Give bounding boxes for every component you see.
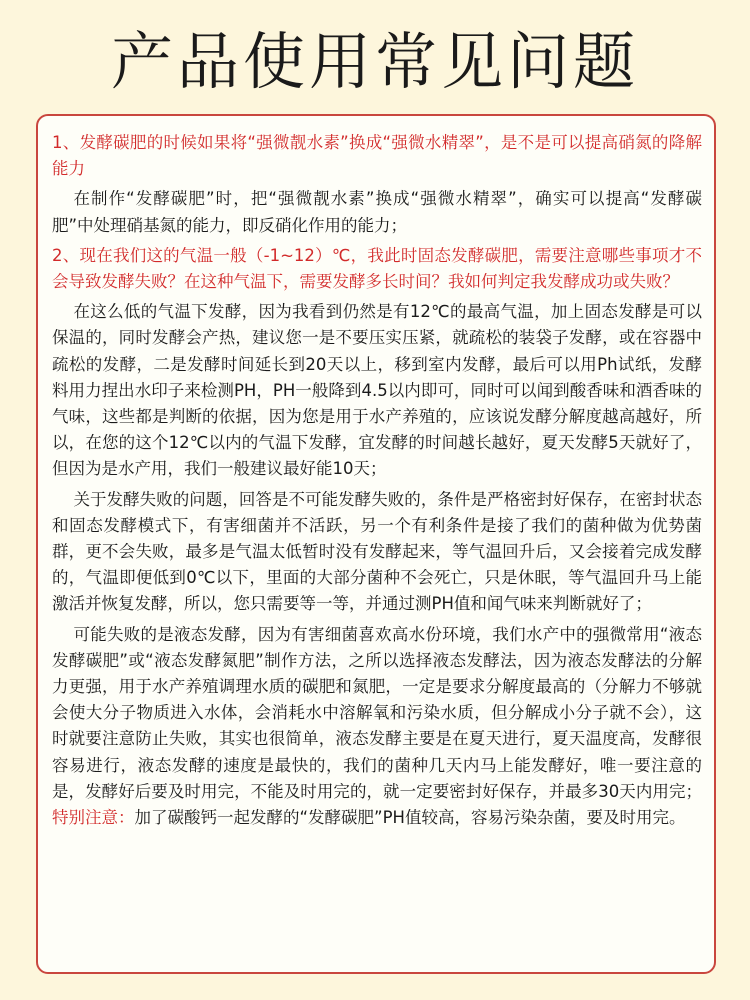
special-note-label: 特别注意： <box>52 808 135 828</box>
answer-4 <box>52 622 702 832</box>
question-1: 1、发酵碳肥的时候如果将“强微靓水素”换成“强微水精翠”，是不是可以提高硝氮的降解能力 <box>52 133 702 179</box>
faq-card <box>36 114 716 974</box>
answer-4-main: 可能失败的是液态发酵，因为有害细菌喜欢高水份环境，我们水产中的强微常用“液态发酵碳肥”或“液态发酵氮肥”制作方法，之所以选择液态发酵法，因为液态发酵法的分解力更强，用于水产养殖调理水质的碳肥和氮肥，一定是要求分解度最高的（分解力不够就会使大分子物质进入水体，会消耗水中溶解氧和污染水质，但分解成小分子就不会），这时就要注意防止失败，其实也很简单，液态发酵主要是在夏天进行，夏天温度高，发酵很容易进行，液态发酵的速度是最快的，我们的菌种几天内马上能发酵好，唯一要注意的是，发酵好后要及时用完，不能及时用完的，就一定要密封好保存，并最多30天内用完； <box>52 624 702 801</box>
faq-content <box>52 130 702 831</box>
page-title: 产品使用常见问题 <box>110 25 639 98</box>
answer-2: 在这么低的气温下发酵，因为我看到仍然是有12℃的最高气温，加上固态发酵是可以保温的，同时发酵会产热，建议您一是不要压实压紧，就疏松的装袋子发酵，或在容器中疏松的发酵，二是发酵时间延长到20天以上，移到室内发酵，最后可以用Ph试纸，发酵料用力捏出水印子来检测PH，PH一般降到4.5以内即可，同时可以闻到酸香味和酒香味的气味，这些都是判断的依据，因为您是用于水产养殖的，应该说发酵分解度越高越好，所以，在您的这个12℃以内的气温下发酵，宜发酵的时间越长越好，夏天发酵5天就好了，但因为是水产用，我们一般建议最好能10天； <box>52 302 702 479</box>
answer-4-tail: 加了碳酸钙一起发酵的“发酵碳肥”PH值较高，容易污染杂菌，要及时用完。 <box>134 808 686 828</box>
question-2: 2、现在我们这的气温一般（-1~12）℃，我此时固态发酵碳肥，需要注意哪些事项才不会导致发酵失败？在这种气温下，需要发酵多长时间？我如何判定我发酵成功或失败？ <box>52 245 702 292</box>
answer-3: 关于发酵失败的问题，回答是不可能发酵失败的，条件是严格密封好保存，在密封状态和固态发酵模式下，有害细菌并不活跃，另一个有利条件是接了我们的菌种做为优势菌群，更不会失败，最多是气温太低暂时没有发酵起来，等气温回升后，又会接着完成发酵的，气温即便低到0℃以下，里面的大部分菌种不会死亡，只是休眠，等气温回升马上能激活并恢复发酵，所以，您只需要等一等，并通过测PH值和闻气味来判断就好了； <box>52 489 702 614</box>
answer-1: 在制作“发酵碳肥”时，把“强微靓水素”换成“强微水精翠”，确实可以提高“发酵碳肥”中处理硝基氮的能力，即反硝化作用的能力； <box>52 189 702 235</box>
